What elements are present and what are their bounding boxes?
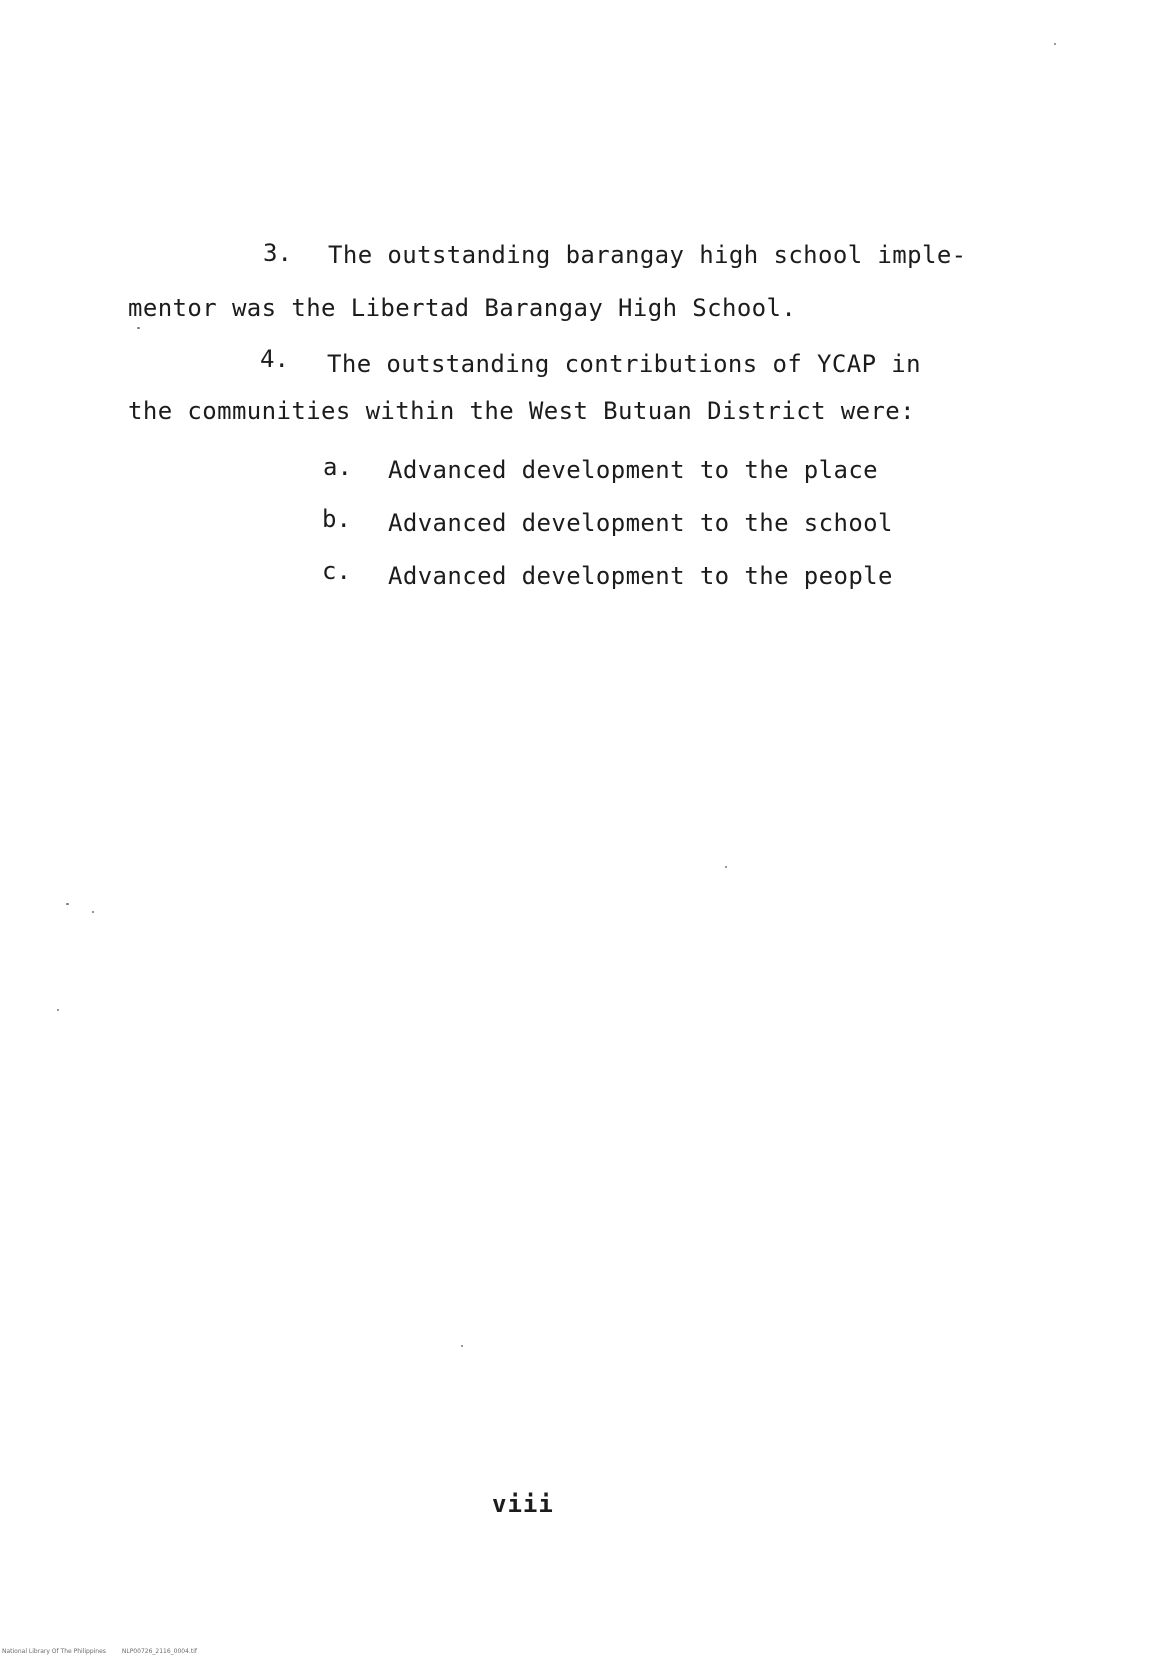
scan-speck [57, 1009, 59, 1011]
scan-footer [2, 1648, 197, 1655]
paragraph-4-line-1: The outstanding contributions of YCAP in [327, 350, 921, 378]
list-item-marker: c. [322, 557, 351, 585]
footer-library: National Library Of The Philippines [2, 1648, 106, 1655]
scan-speck [1054, 43, 1056, 45]
list-item-text: Advanced development to the people [388, 562, 893, 590]
scan-speck [461, 1345, 463, 1347]
list-item-marker: b. [322, 505, 351, 533]
paragraph-3-number: 3. [263, 239, 292, 267]
scan-speck [725, 866, 727, 868]
paragraph-4-number: 4. [260, 345, 289, 373]
paragraph-3-line-1: The outstanding barangay high school imple- [328, 241, 967, 269]
list-item-text: Advanced development to the school [388, 509, 893, 537]
footer-file-id: NLP00726_2116_0004.tif [121, 1648, 197, 1655]
list-item-marker: a. [323, 453, 352, 481]
paragraph-3-line-2: mentor was the Libertad Barangay High School. [128, 294, 797, 322]
page-number: viii [492, 1490, 554, 1518]
scan-speck [66, 903, 69, 905]
scan-speck [137, 327, 140, 329]
scan-speck [92, 911, 94, 913]
paragraph-4-line-2: the communities within the West Butuan District were: [128, 397, 916, 425]
list-item-text: Advanced development to the place [388, 456, 879, 484]
